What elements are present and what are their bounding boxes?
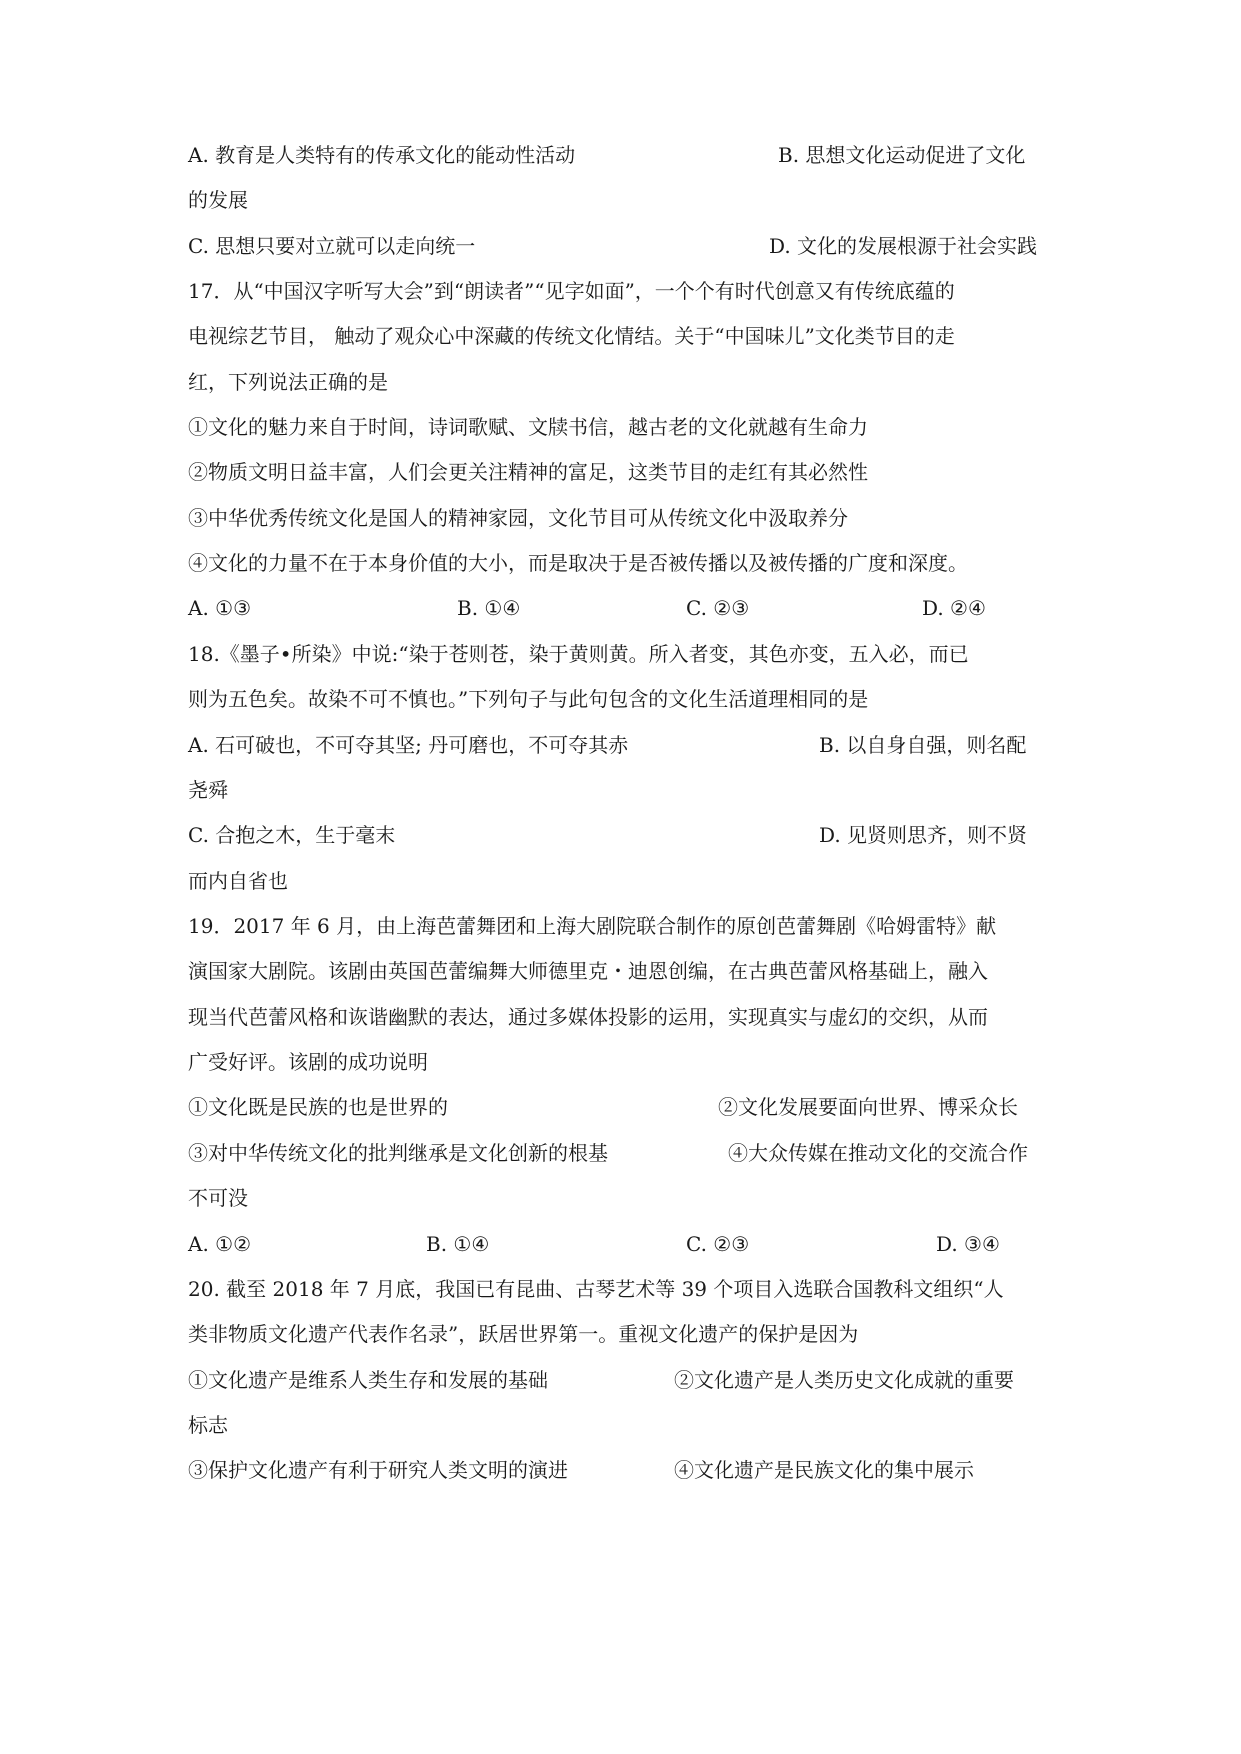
q18-option-b: B. 以自身自强，则名配 (819, 733, 1027, 757)
q18-stem-line2: 则为五色矣。故染不可不慎也。”下列句子与此句包含的文化生活道理相同的是 (188, 687, 869, 711)
q16-option-d: D. 文化的发展根源于社会实践 (769, 234, 1038, 258)
q18-option-d-continuation: 而内自省也 (188, 869, 288, 893)
q16-option-b-continuation: 的发展 (188, 188, 248, 212)
q20-statement-3: ③保护文化遗产有利于研究人类文明的演进 (188, 1458, 568, 1482)
q20-statement-2-continuation: 标志 (188, 1413, 228, 1437)
q17-statement-1: ①文化的魅力来自于时间，诗词歌赋、文牍书信，越古老的文化就越有生命力 (188, 415, 868, 439)
q17-option-b: B. ①④ (457, 596, 521, 620)
q20-stem-line2: 类非物质文化遗产代表作名录”，跃居世界第一。重视文化遗产的保护是因为 (188, 1322, 859, 1346)
q19-option-d: D. ③④ (936, 1232, 1000, 1256)
q16-option-b: B. 思想文化运动促进了文化 (778, 143, 1026, 167)
q18-stem-line1: 18.《墨子•所染》中说:“染于苍则苍，染于黄则黄。所入者变，其色亦变，五入必，而已 (188, 642, 969, 666)
q17-statement-3: ③中华优秀传统文化是国人的精神家园，文化节目可从传统文化中汲取养分 (188, 506, 848, 530)
q17-stem-line2: 电视综艺节目， 触动了观众心中深藏的传统文化情结。关于“中国味儿”文化类节目的走 (188, 324, 955, 348)
q17-option-a: A. ①③ (188, 596, 252, 620)
q19-stem-line2: 演国家大剧院。该剧由英国芭蕾编舞大师德里克・迪恩创编，在古典芭蕾风格基础上，融入 (188, 959, 988, 983)
q17-statement-2: ②物质文明日益丰富，人们会更关注精神的富足，这类节目的走红有其必然性 (188, 460, 868, 484)
q16-option-a: A. 教育是人类特有的传承文化的能动性活动 (188, 143, 576, 167)
q17-stem-line1: 17．从“中国汉字听写大会”到“朗读者”“见字如面”，一个个有时代创意又有传统底蕴的 (188, 279, 955, 303)
q18-option-b-continuation: 尧舜 (188, 778, 228, 802)
q19-stem-line4: 广受好评。该剧的成功说明 (188, 1050, 428, 1074)
q17-option-c: C. ②③ (686, 596, 750, 620)
q18-option-c: C. 合抱之木，生于毫末 (188, 823, 396, 847)
q17-option-d: D. ②④ (922, 596, 986, 620)
q20-stem-line1: 20. 截至 2018 年 7 月底，我国已有昆曲、古琴艺术等 39 个项目入选联合国教科文组织“人 (188, 1277, 1004, 1301)
q20-statement-2: ②文化遗产是人类历史文化成就的重要 (674, 1368, 1014, 1392)
q20-statement-1: ①文化遗产是维系人类生存和发展的基础 (188, 1368, 548, 1392)
q19-statement-4: ④大众传媒在推动文化的交流合作 (728, 1141, 1028, 1165)
q19-stem-line1: 19．2017 年 6 月，由上海芭蕾舞团和上海大剧院联合制作的原创芭蕾舞剧《哈姆雷特》献 (188, 914, 997, 938)
q19-option-b: B. ①④ (426, 1232, 490, 1256)
q20-statement-4: ④文化遗产是民族文化的集中展示 (674, 1458, 974, 1482)
q19-stem-line3: 现当代芭蕾风格和诙谐幽默的表达，通过多媒体投影的运用，实现真实与虚幻的交织，从而 (188, 1005, 988, 1029)
q19-statement-4-continuation: 不可没 (188, 1186, 248, 1210)
q17-statement-4: ④文化的力量不在于本身价值的大小，而是取决于是否被传播以及被传播的广度和深度。 (188, 551, 968, 575)
q19-statement-3: ③对中华传统文化的批判继承是文化创新的根基 (188, 1141, 608, 1165)
q19-option-c: C. ②③ (686, 1232, 750, 1256)
q17-stem-line3: 红，下列说法正确的是 (188, 370, 388, 394)
q16-option-c: C. 思想只要对立就可以走向统一 (188, 234, 476, 258)
q19-statement-1: ①文化既是民族的也是世界的 (188, 1095, 448, 1119)
q18-option-a: A. 石可破也，不可夺其坚; 丹可磨也，不可夺其赤 (188, 733, 629, 757)
q19-option-a: A. ①② (188, 1232, 252, 1256)
q19-statement-2: ②文化发展要面向世界、博采众长 (718, 1095, 1018, 1119)
q18-option-d: D. 见贤则思齐，则不贤 (819, 823, 1028, 847)
